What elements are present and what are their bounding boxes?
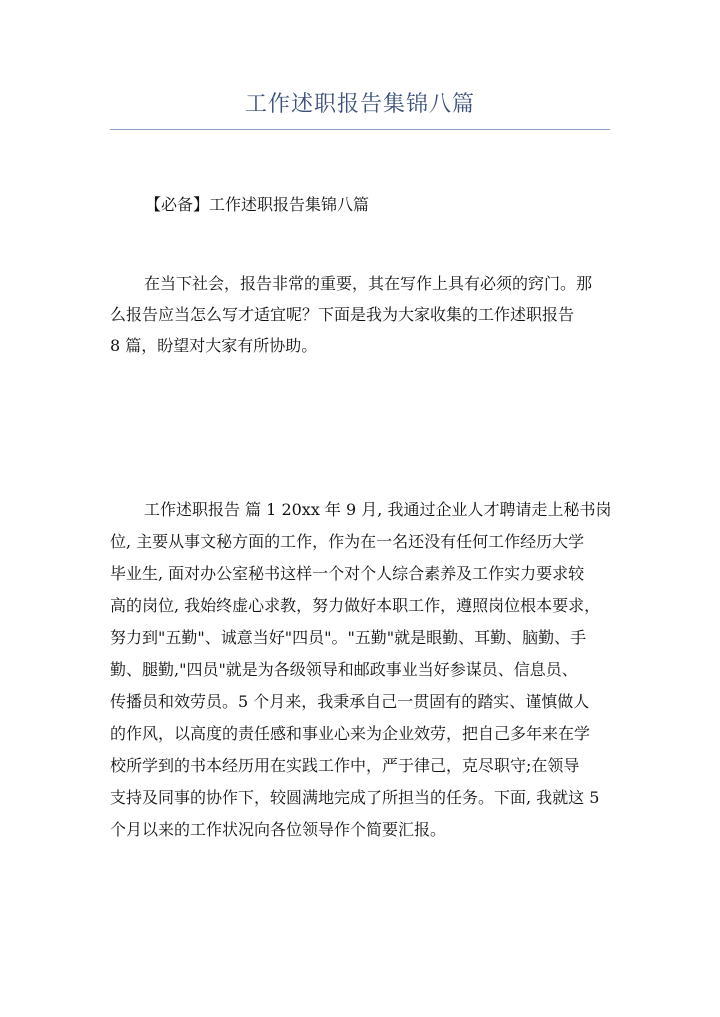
section-line: 高的岗位, 我始终虚心求教，努力做好本职工作，遵照岗位根本要求， — [110, 596, 601, 615]
section-line: 勤、腿勤,"四员"就是为各级领导和邮政事业当好参谋员、信息员、 — [110, 660, 578, 679]
section-line: 传播员和效劳员。5 个月来，我秉承自己一贯固有的踏实、谨慎做人 — [110, 692, 590, 711]
section-1-paragraph — [110, 494, 620, 846]
intro-line: 在当下社会，报告非常的重要，其在写作上具有必须的窍门。那 — [144, 274, 593, 293]
intro-line: 么报告应当怎么写才适宜呢？下面是我为大家收集的工作述职报告 — [110, 305, 575, 324]
document-title: 工作述职报告集锦八篇 — [244, 92, 475, 117]
section-line: 努力到"五勤"、诚意当好"四员"。"五勤"就是眼勤、耳勤、脑勤、手 — [110, 628, 587, 647]
section-line: 毕业生, 面对办公室秘书这样一个对个人综合素养及工作实力要求较 — [110, 564, 585, 583]
section-line: 校所学到的书本经历用在实践工作中，严于律己，克尽职守;在领导 — [110, 756, 580, 775]
document-subheading: 【必备】工作述职报告集锦八篇 — [145, 195, 370, 214]
section-line: 位, 主要从事文秘方面的工作，作为在一名还没有任何工作经历大学 — [110, 532, 585, 551]
title-divider — [110, 129, 610, 130]
intro-paragraph — [110, 268, 620, 361]
section-line: 支持及同事的协作下，较圆满地完成了所担当的任务。下面, 我就这 5 — [110, 788, 600, 807]
section-line: 的作风，以高度的责任感和事业心来为企业效劳，把自己多年来在学 — [110, 724, 591, 743]
section-line: 个月以来的工作状况向各位领导作个简要汇报。 — [110, 820, 447, 839]
intro-line: 8 篇，盼望对大家有所协助。 — [110, 336, 318, 355]
section-line: 工作述职报告 篇 1 20xx 年 9 月, 我通过企业人才聘请走上秘书岗 — [144, 500, 612, 519]
